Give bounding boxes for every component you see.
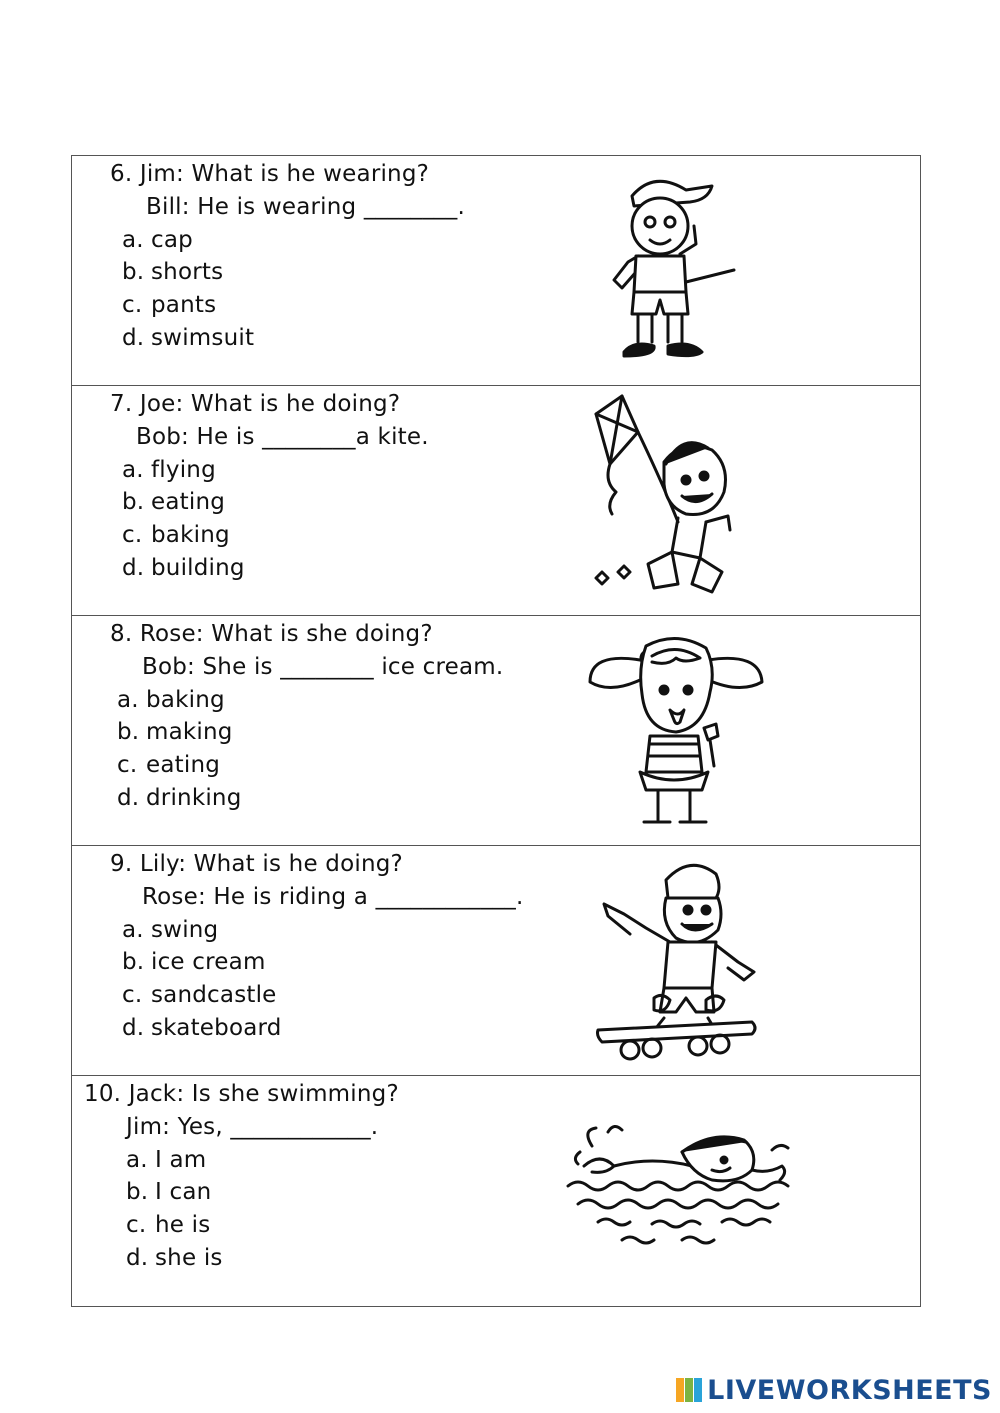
option-d[interactable] — [122, 553, 245, 583]
option-letter: a. — [117, 687, 139, 713]
option-text: making — [146, 719, 233, 745]
option-text: flying — [151, 457, 216, 483]
option-letter: d. — [126, 1245, 149, 1271]
option-text: she is — [155, 1245, 223, 1271]
option-c[interactable] — [122, 520, 230, 550]
option-a[interactable] — [122, 915, 218, 945]
question-row — [72, 156, 920, 386]
option-letter: a. — [122, 457, 144, 483]
option-letter: b. — [122, 949, 145, 975]
option-text: I am — [155, 1147, 207, 1173]
option-text: sandcastle — [151, 982, 277, 1008]
option-letter: c. — [122, 522, 143, 548]
option-letter: a. — [126, 1147, 148, 1173]
option-text: cap — [151, 227, 193, 253]
question-row — [72, 846, 920, 1076]
question-prompt: 9. Lily: What is he doing? — [110, 851, 403, 877]
answer-line: Bill: He is wearing ________. — [146, 194, 465, 220]
option-c[interactable] — [126, 1210, 210, 1240]
boy-on-skateboard-icon — [594, 858, 760, 1064]
option-text: eating — [146, 752, 221, 778]
option-letter: d. — [122, 555, 145, 581]
option-text: swing — [151, 917, 219, 943]
option-letter: b. — [117, 719, 140, 745]
worksheet-table — [71, 155, 921, 1307]
liveworksheets-logo — [676, 1373, 992, 1407]
option-c[interactable] — [122, 980, 277, 1010]
option-letter: b. — [122, 489, 145, 515]
option-letter: d. — [117, 785, 140, 811]
option-b[interactable] — [122, 257, 223, 287]
liveworksheets-mark-icon — [676, 1376, 704, 1404]
option-a[interactable] — [122, 225, 193, 255]
question-row — [72, 386, 920, 616]
option-d[interactable] — [126, 1243, 223, 1273]
option-text: drinking — [146, 785, 242, 811]
option-b[interactable] — [117, 717, 233, 747]
answer-line: Bob: She is ________ ice cream. — [142, 654, 504, 680]
answer-line: Jim: Yes, ____________. — [126, 1114, 379, 1140]
option-letter: c. — [126, 1212, 147, 1238]
option-text: shorts — [151, 259, 224, 285]
girl-swimming-icon — [562, 1122, 802, 1252]
option-letter: a. — [122, 917, 144, 943]
option-letter: b. — [126, 1179, 149, 1205]
question-prompt: 6. Jim: What is he wearing? — [110, 161, 430, 187]
option-text: I can — [155, 1179, 212, 1205]
boy-flying-kite-icon — [582, 392, 752, 604]
option-d[interactable] — [122, 323, 254, 353]
option-b[interactable] — [126, 1177, 211, 1207]
option-text: building — [151, 555, 245, 581]
option-letter: c. — [117, 752, 138, 778]
answer-line: Rose: He is riding a ____________. — [142, 884, 524, 910]
option-text: ice cream — [151, 949, 266, 975]
option-text: he is — [155, 1212, 211, 1238]
option-d[interactable] — [117, 783, 242, 813]
option-letter: d. — [122, 1015, 145, 1041]
option-d[interactable] — [122, 1013, 282, 1043]
option-a[interactable] — [117, 685, 225, 715]
option-letter: b. — [122, 259, 145, 285]
girl-eating-ice-cream-icon — [584, 632, 768, 836]
question-row — [72, 616, 920, 846]
question-row — [72, 1076, 920, 1308]
option-b[interactable] — [122, 487, 225, 517]
option-text: skateboard — [151, 1015, 282, 1041]
option-c[interactable] — [122, 290, 216, 320]
option-text: swimsuit — [151, 325, 255, 351]
option-letter: c. — [122, 982, 143, 1008]
question-prompt: 7. Joe: What is he doing? — [110, 391, 401, 417]
option-text: baking — [146, 687, 225, 713]
boy-in-cap-icon — [594, 164, 744, 364]
question-prompt: 10. Jack: Is she swimming? — [84, 1081, 399, 1107]
option-letter: c. — [122, 292, 143, 318]
option-letter: a. — [122, 227, 144, 253]
option-a[interactable] — [126, 1145, 206, 1175]
option-a[interactable] — [122, 455, 216, 485]
brand-name: LIVEWORKSHEETS — [707, 1374, 992, 1406]
option-b[interactable] — [122, 947, 266, 977]
option-c[interactable] — [117, 750, 220, 780]
option-text: pants — [151, 292, 217, 318]
answer-line: Bob: He is ________a kite. — [136, 424, 429, 450]
option-text: eating — [151, 489, 226, 515]
question-prompt: 8. Rose: What is she doing? — [110, 621, 433, 647]
option-letter: d. — [122, 325, 145, 351]
option-text: baking — [151, 522, 230, 548]
